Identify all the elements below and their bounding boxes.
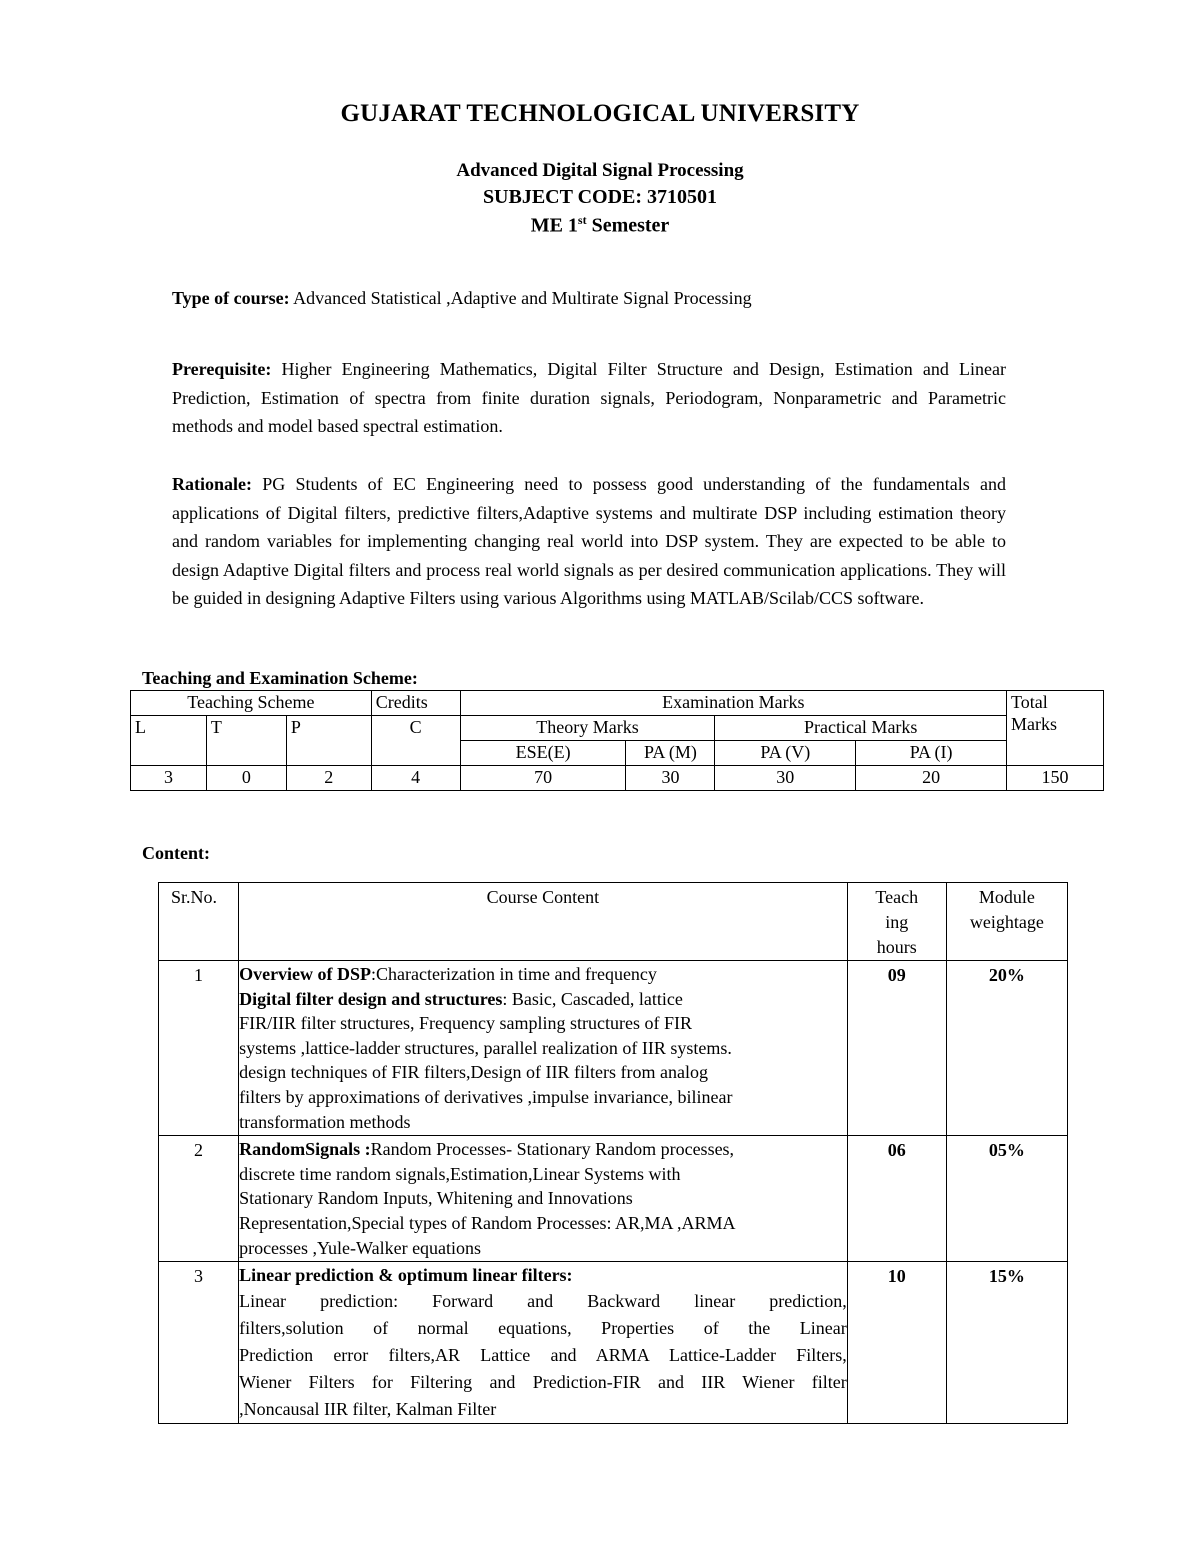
university-title: GUJARAT TECHNOLOGICAL UNIVERSITY xyxy=(340,100,860,127)
p-header: P xyxy=(286,716,371,766)
pa-i-value: 20 xyxy=(856,766,1007,791)
row-content: Linear prediction & optimum linear filters: Linear prediction: Forward and Backward linear prediction, filters,solution of normal equations, Properties of the Linear Prediction error filters,AR Lattice and ARMA Lattice-Ladder Filters, Wiener Filters for Filtering and Prediction-FIR and IIR Wiener filter ,Noncausal IIR filter, Kalman Filter xyxy=(239,1262,848,1424)
row-srno: 3 xyxy=(159,1262,239,1424)
pa-i-header: PA (I) xyxy=(856,741,1007,766)
teaching-scheme-header: Teaching Scheme xyxy=(131,691,372,716)
row-weightage: 15% xyxy=(946,1262,1067,1424)
theory-marks-header: Theory Marks xyxy=(460,716,715,741)
row-content: Overview of DSP:Characterization in time and frequency Digital filter design and structures: Basic, Cascaded, lattice FIR/IIR filter structures, Frequency sampling structures of FIR systems ,lattice-ladder structures, parallel realization of IIR systems. design techniques of FIR filters,Design of IIR filters from analog filters by approximations of derivatives ,impulse invariance, bilinear transformation methods xyxy=(239,961,848,1136)
row-srno: 2 xyxy=(159,1136,239,1262)
type-of-course-text: Advanced Statistical ,Adaptive and Multirate Signal Processing xyxy=(289,288,752,308)
srno-header: Sr.No. xyxy=(159,883,239,961)
total-value: 150 xyxy=(1007,766,1104,791)
teaching-hours-header: Teach ing hours xyxy=(847,883,946,961)
exam-marks-header: Examination Marks xyxy=(460,691,1006,716)
p-value: 2 xyxy=(286,766,371,791)
ese-value: 70 xyxy=(460,766,626,791)
row-hours: 09 xyxy=(847,961,946,1136)
type-of-course xyxy=(172,284,1006,313)
t-header: T xyxy=(206,716,286,766)
content-row xyxy=(159,1262,1068,1424)
content-row xyxy=(159,1136,1068,1262)
semester: ME 1st Semester xyxy=(530,213,670,237)
pa-v-value: 30 xyxy=(715,766,856,791)
type-of-course-label: Type of course: xyxy=(172,288,290,308)
content-table xyxy=(158,882,1068,1424)
row-content: RandomSignals :Random Processes- Stationary Random processes, discrete time random signals,Estimation,Linear Systems with Stationary Random Inputs, Whitening and Innovations Representation,Special types of Random Processes: AR,MA ,ARMA processes ,Yule-Walker equations xyxy=(239,1136,848,1262)
row-srno: 1 xyxy=(159,961,239,1136)
total-marks-header: Total Marks xyxy=(1007,691,1104,766)
scheme-values-row xyxy=(131,766,1104,791)
l-value: 3 xyxy=(131,766,207,791)
practical-marks-header: Practical Marks xyxy=(715,716,1007,741)
prerequisite-text: Higher Engineering Mathematics, Digital Filter Structure and Design, Estimation and Linear Prediction, Estimation of spectra from finite duration signals, Periodogram, Nonparametric and Parametric methods and model based spectral estimation. xyxy=(172,359,1006,437)
subject-code: SUBJECT CODE: 3710501 xyxy=(482,186,718,208)
scheme-table xyxy=(130,690,1104,791)
l-header: L xyxy=(131,716,207,766)
pa-v-header: PA (V) xyxy=(715,741,856,766)
content-heading: Content: xyxy=(142,843,210,863)
module-weightage-header: Module weightage xyxy=(946,883,1067,961)
row-weightage: 05% xyxy=(946,1136,1067,1262)
rationale-text: PG Students of EC Engineering need to possess good understanding of the fundamentals and applications of Digital filters, predictive filters,Adaptive systems and multirate DSP including estimation theory and random variables for implementing changing real world into DSP system. They are expected to be able to design Adaptive Digital filters and process real world signals as per desired communication applications. They will be guided in designing Adaptive Filters using various Algorithms using MATLAB/Scilab/CCS software. xyxy=(172,474,1006,609)
scheme-heading: Teaching and Examination Scheme: xyxy=(142,668,418,688)
c-value: 4 xyxy=(371,766,460,791)
rationale xyxy=(172,470,1006,613)
t-value: 0 xyxy=(206,766,286,791)
pa-m-header: PA (M) xyxy=(626,741,715,766)
subject-title: Advanced Digital Signal Processing xyxy=(456,160,744,181)
credits-header: Credits xyxy=(371,691,460,716)
prerequisite xyxy=(172,355,1006,441)
row-weightage: 20% xyxy=(946,961,1067,1136)
ese-header: ESE(E) xyxy=(460,741,626,766)
content-row xyxy=(159,961,1068,1136)
prerequisite-label: Prerequisite: xyxy=(172,359,272,379)
rationale-label: Rationale: xyxy=(172,474,252,494)
c-header: C xyxy=(371,716,460,766)
row-hours: 06 xyxy=(847,1136,946,1262)
course-content-header: Course Content xyxy=(239,883,848,961)
row-hours: 10 xyxy=(847,1262,946,1424)
pa-m-value: 30 xyxy=(626,766,715,791)
